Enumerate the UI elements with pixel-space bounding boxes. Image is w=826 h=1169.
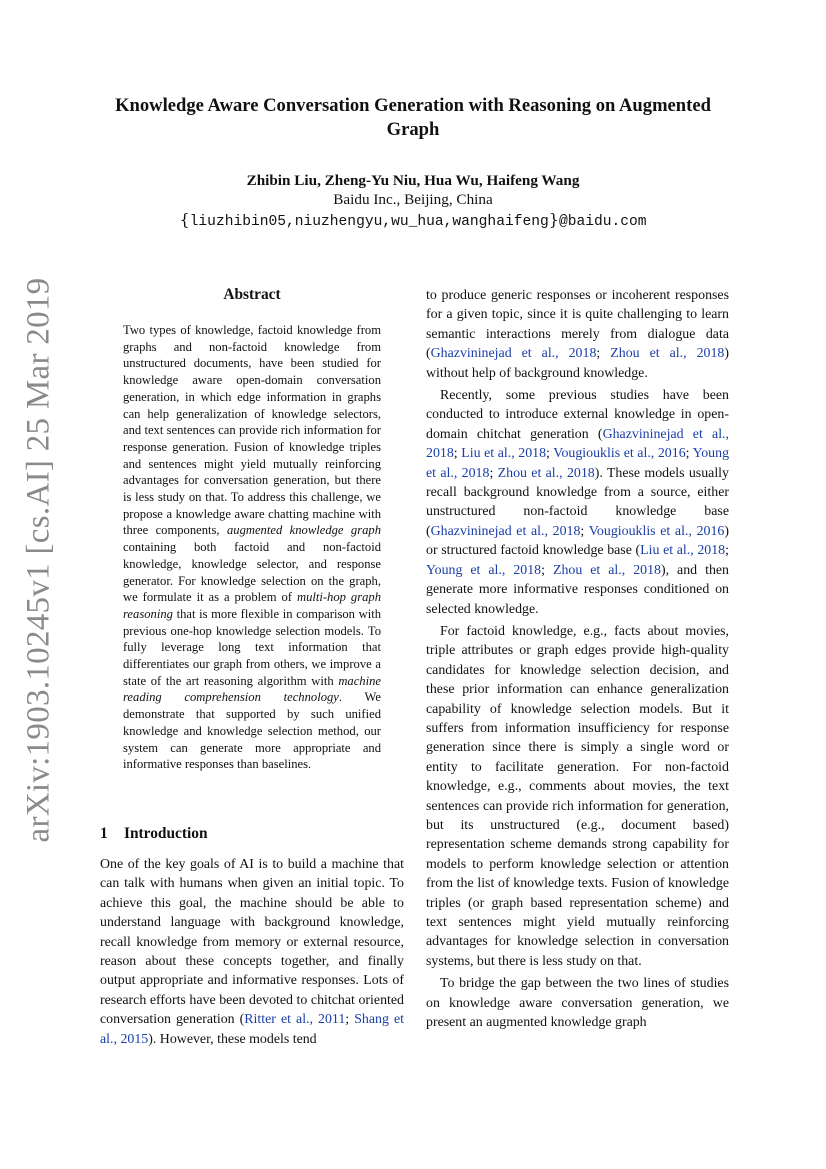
body-text: ) without help of background knowledge. — [426, 346, 729, 381]
citation-link[interactable]: Young et al., 2018 — [426, 562, 542, 578]
paragraph — [426, 386, 729, 619]
body-text: ), and then generate more informative responses conditioned on selected knowledge. — [426, 562, 729, 617]
citation-link[interactable]: Ghazvininejad et al., 2018 — [426, 426, 730, 462]
paragraph: To bridge the gap between the two lines of studies on knowledge aware conversation generation, we present an augmented knowledge graph — [426, 976, 729, 1031]
abstract-text: that is more flexible in comparison with previous one-hop knowledge selection models. To fully leverage long text information that differentiates our graph from others, we improve a state of the art reasoning algorithm with — [123, 606, 381, 688]
section-title: Introduction — [124, 825, 208, 842]
affiliation: Baidu Inc., Beijing, China — [333, 191, 493, 208]
body-text: ; — [546, 446, 554, 462]
email-open-brace: { — [179, 210, 190, 229]
body-text: ) or structured factoid knowledge base ( — [426, 523, 729, 559]
paragraph: For factoid knowledge, e.g., facts about movies, triple attributes or graph edges provide high-quality candidates for knowledge selection decision, and these prior information can enhance generalization capability of knowledge selection models. But it suffers from information insufficiency for response generation since there is simply a single word or entity to facilitate generation. For non-factoid knowledge, e.g., comments about movies, the text sentences can provide rich information for generation, but its unstructured (e.g., document based) representation scheme demands strong capability for models to perform knowledge selection or attention from the list of knowledge texts. Fusion of knowledge triples (or graph based representation scheme) and text sentences might yield mutually reinforcing advantages for knowledge selection in conversation systems, but there is less study on that. — [426, 623, 729, 969]
paper-title: Knowledge Aware Conversation Generation with Reasoning on Augmented Graph — [115, 95, 711, 140]
email-names: liuzhibin05,niuzhengyu,wu_hua,wanghaifeng — [189, 214, 549, 230]
abstract-text: . We demonstrate that supported by such unified knowledge and knowledge selection method, our system can generate more appropriate and informative responses than baselines. — [123, 690, 381, 772]
body-text: ; — [596, 346, 611, 362]
citation-link[interactable]: Zhou et al., 2018 — [497, 465, 595, 481]
abstract-body — [123, 322, 381, 773]
email-close-brace: } — [548, 210, 559, 229]
body-text: One of the key goals of AI is to build a machine that can talk with humans when given an initial topic. To achieve this goal, the machine should be able to understand language with background knowledge, recall knowledge from memory or external resource, reason about these concepts together, and finally output appropriate and informative responses. Lots of research efforts have been devoted to chitchat oriented conversation generation ( — [100, 857, 404, 1028]
body-text: ; — [685, 446, 693, 462]
paragraph — [100, 855, 404, 1049]
abstract-text: Two types of knowledge, factoid knowledge from graphs and non-factoid knowledge from unstructured documents, have been studied for knowledge aware open-domain conversation generation, in which edge information in graphs can help generalization of knowledge selectors, and text sentences can provide rich information for response generation. Fusion of knowledge triples and sentences might yield mutually reinforcing advantages for conversation generation, but there is less study on that. To address this challenge, we propose a knowledge aware chatting machine with three components, — [123, 323, 381, 538]
citation-link[interactable]: Zhou et al., 2018 — [552, 562, 661, 578]
section-number: 1 — [100, 825, 108, 842]
introduction-body — [100, 855, 404, 1049]
body-text: ; — [453, 446, 462, 462]
email-line — [100, 209, 726, 233]
abstract-emphasis: machine reading comprehension technology — [123, 673, 381, 705]
body-text: ; — [580, 523, 589, 539]
abstract-emphasis: augmented knowledge graph — [226, 523, 381, 538]
arxiv-identifier-sidebar — [8, 277, 70, 843]
body-text: ). These models usually recall background knowledge from a source, either unstructured non-factoid knowledge base ( — [426, 465, 729, 539]
citation-link[interactable]: Vougiouklis et al., 2016 — [553, 446, 686, 462]
citation-link[interactable]: Ghazvininejad et al., 2018 — [430, 346, 597, 362]
citation-link[interactable]: Ritter et al., 2011 — [244, 1012, 346, 1028]
body-text: ; — [345, 1012, 355, 1028]
section-heading — [100, 824, 404, 844]
body-text: Recently, some previous studies have been conducted to introduce external knowledge in open-domain chitchat generation ( — [426, 388, 729, 442]
citation-link[interactable]: Zhou et al., 2018 — [610, 346, 725, 362]
citation-link[interactable]: Shang et al., 2015 — [100, 1012, 404, 1047]
abstract-heading: Abstract — [223, 286, 281, 303]
abstract-text: containing both factoid and non-factoid knowledge, knowledge selector, and response generator. For knowledge selection on the graph, we formulate it as a problem of — [123, 540, 381, 605]
citation-link[interactable]: Vougiouklis et al., 2016 — [588, 523, 725, 539]
paragraph — [426, 286, 729, 383]
email-domain: @baidu.com — [558, 214, 647, 230]
body-text: to produce generic responses or incoherent responses for a given topic, since it is quite challenging to learn semantic interactions merely from dialogue data ( — [426, 288, 729, 362]
citation-link[interactable]: Young et al., 2018 — [426, 446, 730, 481]
citation-link[interactable]: Ghazvininejad et al., 2018 — [430, 523, 581, 539]
right-column — [426, 286, 729, 1035]
citation-link[interactable]: Liu et al., 2018 — [640, 543, 726, 559]
abstract-emphasis: multi-hop graph reasoning — [123, 590, 381, 621]
citation-link[interactable]: Liu et al., 2018 — [461, 446, 547, 462]
body-text: ; — [489, 465, 498, 481]
body-text: ; — [541, 562, 553, 578]
author-list: Zhibin Liu, Zheng-Yu Niu, Hua Wu, Haifeng Wang — [246, 172, 580, 189]
body-text: ). However, these models tend — [148, 1031, 317, 1047]
arxiv-identifier: arXiv:1903.10245v1 [cs.AI] 25 Mar 2019 — [20, 277, 57, 843]
body-text: ; — [725, 543, 729, 559]
